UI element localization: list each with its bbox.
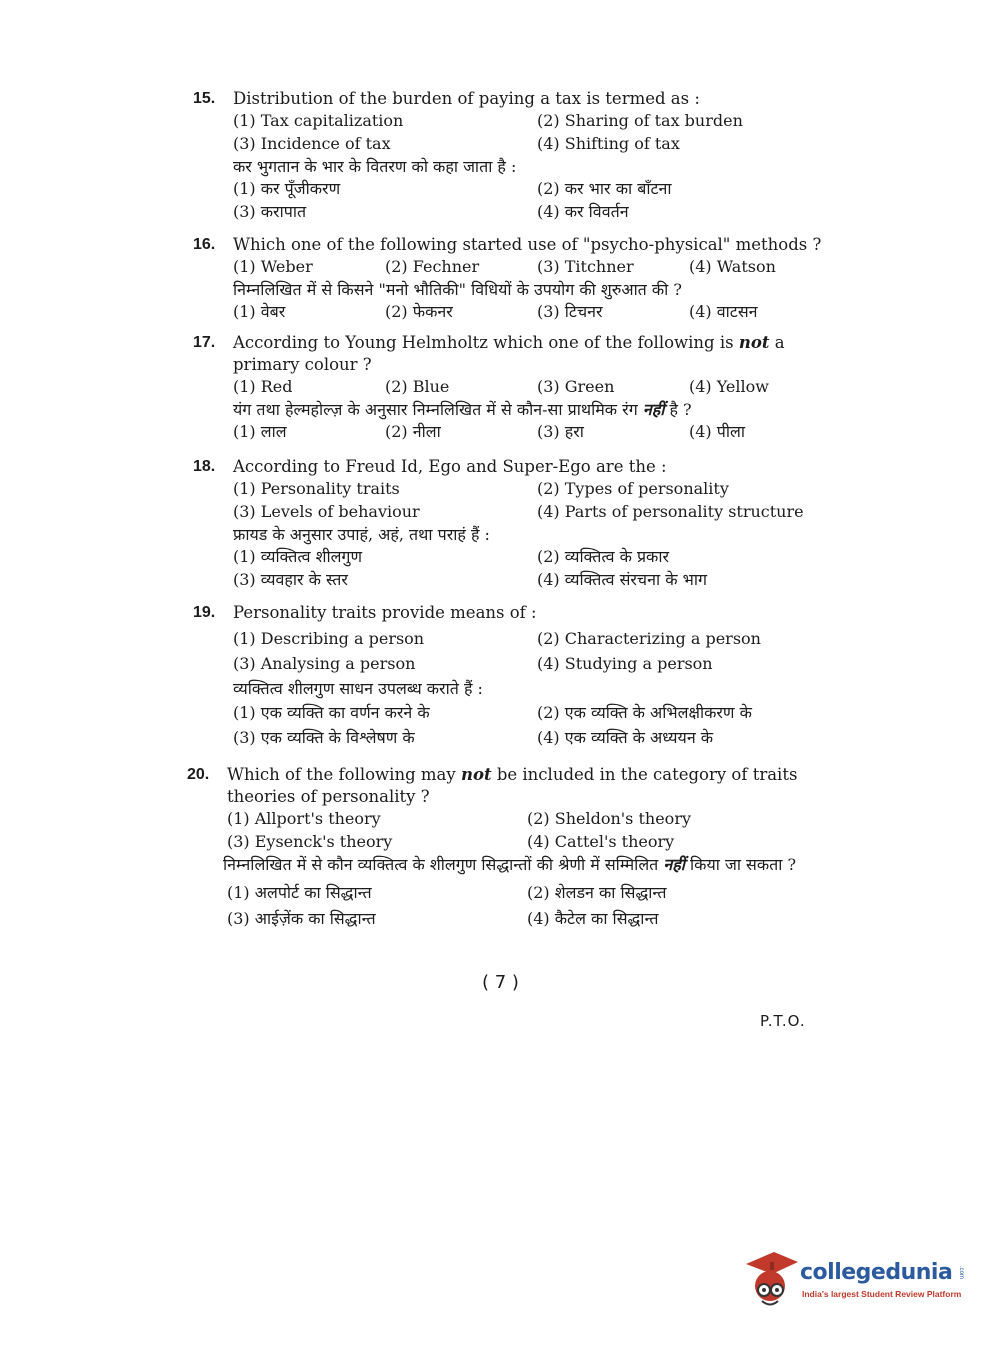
options-english (227, 808, 827, 853)
option-1-hindi: (1) लाल (233, 422, 287, 441)
option-4: (4) Parts of personality structure (537, 502, 804, 521)
brand-name: collegedunia (800, 1260, 953, 1285)
option-2: (2) Blue (385, 377, 450, 396)
question-text-hindi: निम्नलिखित में से कौन व्यक्तित्व के शीलगुण सिद्धान्तों की श्रेणी में सम्मिलित नहीं किया जा सकता ? (223, 855, 797, 874)
option-4: (4) Studying a person (537, 654, 713, 673)
option-4: (4) Watson (689, 257, 776, 276)
option-2-hindi: (2) व्यक्तित्व के प्रकार (537, 547, 670, 566)
option-2-hindi: (2) नीला (385, 422, 441, 441)
option-4-hindi: (4) वाटसन (689, 302, 758, 321)
option-4: (4) Shifting of tax (537, 134, 680, 153)
options-hindi (233, 546, 843, 591)
collegedunia-logo (742, 1246, 974, 1316)
options-english (233, 478, 843, 523)
option-2-hindi: (2) फेकनर (385, 302, 453, 321)
question-text-hindi: यंग तथा हेल्महोल्ज़ के अनुसार निम्नलिखित में से कौन-सा प्राथमिक रंग नहीं है ? (233, 400, 692, 419)
options-english (233, 256, 843, 278)
option-3: (3) Analysing a person (233, 654, 416, 673)
question-20 (187, 764, 827, 930)
option-3-hindi: (3) करापात (233, 202, 307, 221)
question-16 (193, 234, 843, 323)
question-text-hindi: फ्रायड के अनुसार उपाहं, अहं, तथा पराहं हैं : (233, 525, 490, 544)
options-hindi (233, 421, 833, 443)
question-text-hindi: कर भुगतान के भार के वितरण को कहा जाता है : (233, 157, 517, 176)
option-4-hindi: (4) व्यक्तित्व संरचना के भाग (537, 570, 707, 589)
question-text-hindi: व्यक्तित्व शीलगुण साधन उपलब्ध कराते हैं : (233, 679, 483, 698)
option-1: (1) Describing a person (233, 629, 425, 648)
option-1-hindi: (1) कर पूँजीकरण (233, 179, 341, 198)
question-text: According to Young Helmholtz which one of the following is not a primary colour ? (233, 333, 785, 374)
option-1-hindi: (1) एक व्यक्ति का वर्णन करने के (233, 703, 430, 722)
question-text: Personality traits provide means of : (233, 603, 537, 622)
option-3: (3) Incidence of tax (233, 134, 391, 153)
option-2: (2) Characterizing a person (537, 629, 761, 648)
question-text: Which one of the following started use of "psycho-physical" methods ? (233, 235, 822, 254)
option-2: (2) Types of personality (537, 479, 729, 498)
option-4: (4) Yellow (689, 377, 769, 396)
question-number: 20. (187, 766, 210, 783)
question-text-hindi: निम्नलिखित में से किसने "मनो भौतिकी" विधियों के उपयोग की शुरुआत की ? (233, 280, 682, 299)
option-1-hindi: (1) अलपोर्ट का सिद्धान्त (227, 883, 372, 902)
question-text: Distribution of the burden of paying a tax is termed as : (233, 89, 700, 108)
options-english (233, 628, 843, 675)
graduate-mascot-icon (742, 1246, 802, 1316)
option-2-hindi: (2) एक व्यक्ति के अभिलक्षीकरण के (537, 703, 752, 722)
option-3: (3) Eysenck's theory (227, 832, 393, 851)
options-hindi (233, 702, 843, 749)
option-3-hindi: (3) टिचनर (537, 302, 603, 321)
options-hindi (233, 301, 843, 323)
question-text: Which of the following may not be included in the category of traits theories of personality ? (227, 765, 798, 806)
question-number: 18. (193, 458, 216, 475)
option-4-hindi: (4) पीला (689, 422, 745, 441)
option-3: (3) Green (537, 377, 615, 396)
page-number: ( 7 ) (482, 972, 519, 993)
options-hindi (227, 882, 827, 930)
question-number: 15. (193, 90, 216, 107)
option-3-hindi: (3) आईज़ेंक का सिद्धान्त (227, 909, 376, 928)
option-3: (3) Titchner (537, 257, 634, 276)
emphasis-nahin: नहीं (663, 855, 685, 874)
question-19 (193, 602, 843, 749)
option-3-hindi: (3) व्यवहार के स्तर (233, 570, 348, 589)
question-number: 16. (193, 236, 216, 253)
option-3-hindi: (3) एक व्यक्ति के विश्लेषण के (233, 728, 415, 747)
question-15 (193, 88, 843, 223)
option-2: (2) Fechner (385, 257, 480, 276)
option-4-hindi: (4) एक व्यक्ति के अध्ययन के (537, 728, 714, 747)
options-english (233, 110, 843, 155)
brand-suffix: .com (958, 1266, 964, 1280)
option-1-hindi: (1) वेबर (233, 302, 286, 321)
option-1: (1) Personality traits (233, 479, 400, 498)
options-english (233, 376, 833, 398)
option-1-hindi: (1) व्यक्तित्व शीलगुण (233, 547, 363, 566)
question-18 (193, 456, 843, 591)
option-1: (1) Tax capitalization (233, 111, 404, 130)
question-17 (193, 332, 833, 443)
question-number: 19. (193, 604, 216, 621)
option-4-hindi: (4) कैटेल का सिद्धान्त (527, 909, 659, 928)
emphasis-not: not (738, 333, 770, 352)
question-text: According to Freud Id, Ego and Super-Ego are the : (233, 457, 667, 476)
option-3-hindi: (3) हरा (537, 422, 584, 441)
pto-label: P.T.O. (760, 1012, 806, 1030)
option-2-hindi: (2) शेलडन का सिद्धान्त (527, 883, 667, 902)
option-1: (1) Weber (233, 257, 313, 276)
option-1: (1) Red (233, 377, 293, 396)
options-hindi (233, 178, 843, 223)
option-3: (3) Levels of behaviour (233, 502, 420, 521)
emphasis-nahin: नहीं (642, 400, 665, 419)
option-2: (2) Sharing of tax burden (537, 111, 743, 130)
option-4-hindi: (4) कर विवर्तन (537, 202, 629, 221)
option-1: (1) Allport's theory (227, 809, 381, 828)
emphasis-not: not (460, 765, 492, 784)
option-2: (2) Sheldon's theory (527, 809, 691, 828)
question-number: 17. (193, 334, 216, 351)
option-4: (4) Cattel's theory (527, 832, 675, 851)
option-2-hindi: (2) कर भार का बाँटना (537, 179, 672, 198)
brand-tagline: India's largest Student Review Platform (802, 1289, 962, 1299)
